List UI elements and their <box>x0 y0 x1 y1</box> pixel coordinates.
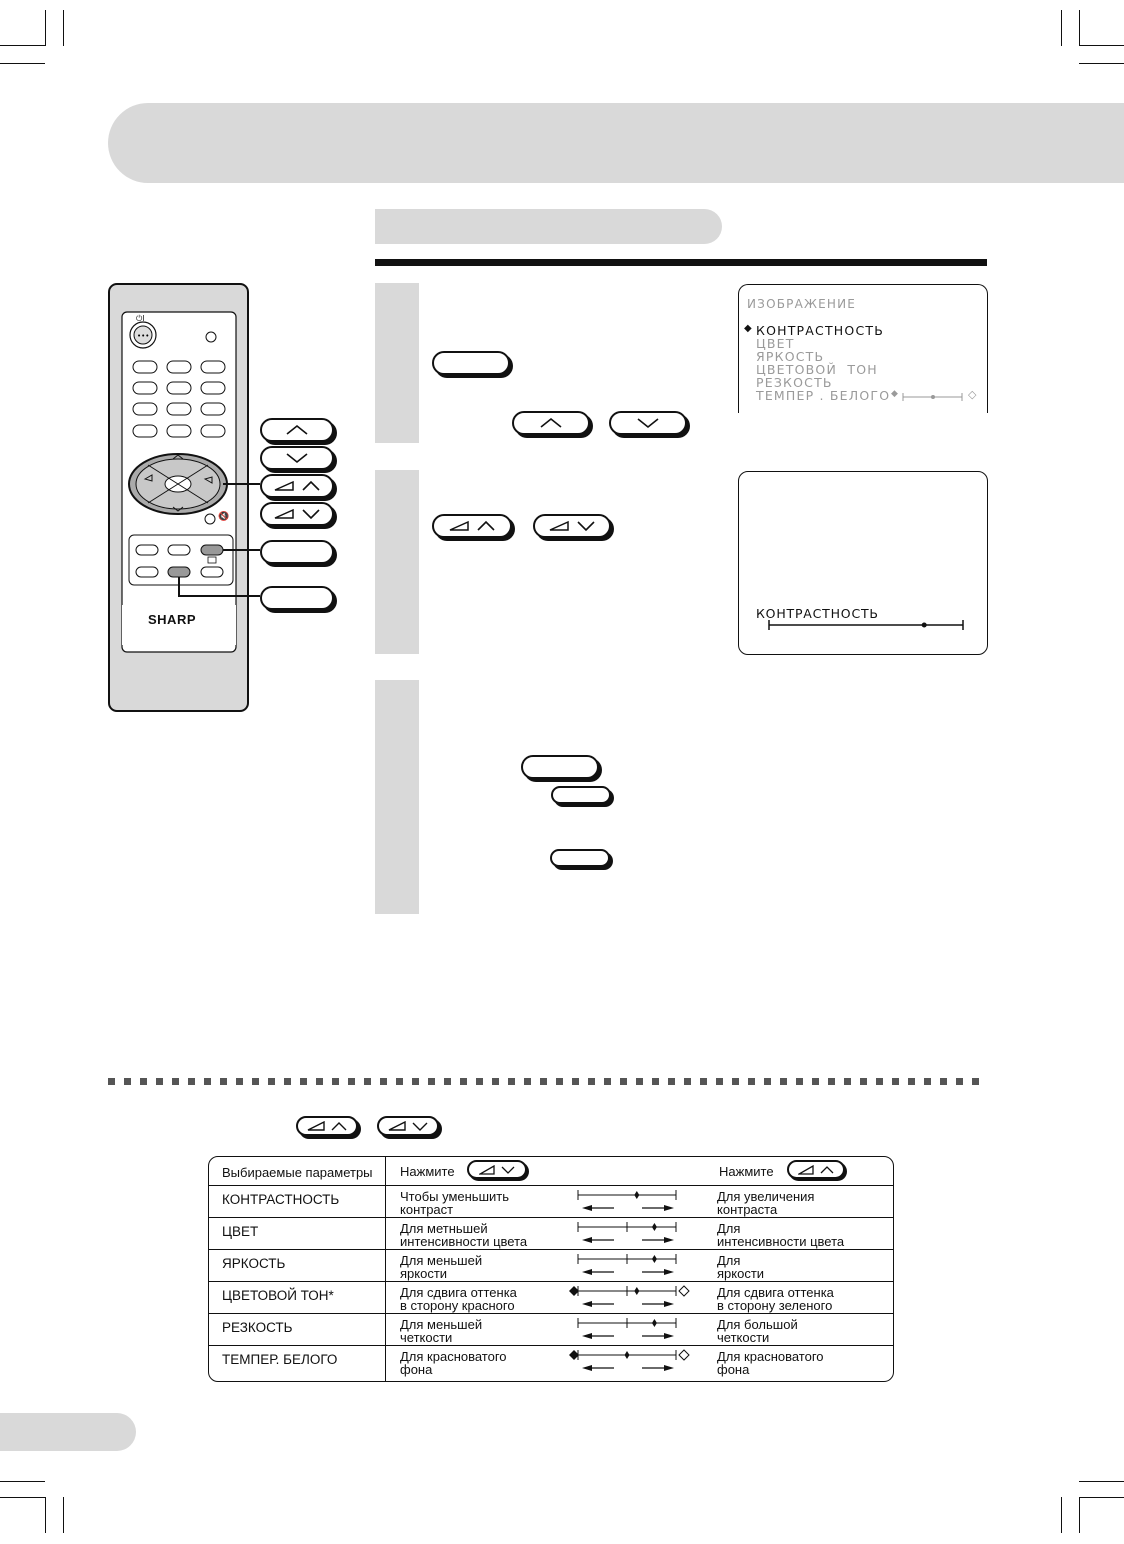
chevron-down-icon <box>501 1165 515 1175</box>
osd-menu-item: КОНТРАСТНОСТЬ <box>756 323 884 338</box>
header-band <box>108 103 1124 183</box>
table-level-slider <box>564 1281 694 1313</box>
table-level-slider <box>564 1345 694 1381</box>
header-dec-press: Нажмите <box>400 1164 455 1179</box>
table-level-slider <box>564 1313 694 1345</box>
section-title-pill <box>375 209 722 244</box>
volume-wedge-icon <box>448 520 470 532</box>
osd-menu-item: РЕЗКОСТЬ <box>756 375 833 390</box>
return-key <box>260 586 334 610</box>
step1-up-key <box>512 411 590 435</box>
chevron-down-icon <box>412 1121 428 1131</box>
step2-volume-up-key <box>432 514 512 538</box>
table-rule <box>209 1217 893 1218</box>
step3-return-key-1 <box>551 786 611 804</box>
table-level-slider <box>564 1249 694 1281</box>
chevron-down-icon <box>576 520 596 532</box>
chevron-up-icon <box>331 1121 347 1131</box>
osd-adjust-bar <box>767 619 967 631</box>
table-rule <box>209 1345 893 1346</box>
table-param: КОНТРАСТНОСТЬ <box>222 1192 340 1207</box>
table-rule <box>209 1185 893 1186</box>
chevron-up-icon <box>476 520 496 532</box>
chevron-up-icon <box>301 480 321 492</box>
step3-return-key-2 <box>550 849 610 867</box>
table-decrease-text: Для красноватого фона <box>400 1349 507 1377</box>
osd-menu-item: ЯРКОСТЬ <box>756 349 825 364</box>
table-level-slider <box>564 1185 694 1217</box>
osd-menu-title: ИЗОБРАЖЕНИЕ <box>747 297 857 311</box>
table-increase-text: Для большой четкости <box>717 1317 798 1345</box>
osd-menu-item: ЦВЕТ <box>756 336 795 351</box>
remote-illustration <box>108 283 338 715</box>
table-param: РЕЗКОСТЬ <box>222 1320 293 1335</box>
step1-down-key <box>609 411 687 435</box>
osd-adjust-label: КОНТРАСТНОСТЬ <box>756 606 879 621</box>
power-symbol-label: ⏻I <box>136 314 145 323</box>
table-increase-text: Для увеличения контраста <box>717 1189 815 1217</box>
volume-down-key <box>260 502 334 526</box>
osd-temp-left-marker: ◆ <box>891 389 898 399</box>
osd-adjust-knob <box>922 623 927 628</box>
table-decrease-text: Для сдвига оттенка в сторону красного <box>400 1285 517 1313</box>
table-decrease-text: Для меньшей яркости <box>400 1253 483 1281</box>
osd-temp-right-marker: ◇ <box>968 388 977 401</box>
section-rule <box>375 259 987 266</box>
chevron-up-icon <box>820 1165 834 1175</box>
table-param: ЦВЕТОВОЙ ТОН* <box>222 1288 334 1303</box>
step2-volume-down-key <box>533 514 611 538</box>
table-rule <box>209 1313 893 1314</box>
osd-picture-menu <box>738 284 988 413</box>
channel-down-key <box>260 446 334 470</box>
osd-temp-slider <box>902 392 964 402</box>
volume-up-key <box>260 474 334 498</box>
chevron-up-icon <box>539 417 563 429</box>
adjustment-table <box>208 1156 894 1382</box>
table-decrease-text: Чтобы уменьшить контраст <box>400 1189 509 1217</box>
table-increase-text: Для сдвига оттенка в сторону зеленого <box>717 1285 834 1313</box>
table-increase-text: Для интенсивности цвета <box>717 1221 845 1249</box>
table-divider <box>385 1157 386 1381</box>
note-volume-down-key <box>377 1116 439 1136</box>
chevron-up-icon <box>285 424 309 436</box>
dotted-separator <box>108 1078 988 1085</box>
page-number-tab <box>0 1413 136 1451</box>
volume-wedge-icon <box>273 508 295 520</box>
note-volume-up-key <box>296 1116 358 1136</box>
step3-menu-key <box>521 755 599 779</box>
table-rule <box>209 1249 893 1250</box>
osd-adjust-screen <box>738 471 988 655</box>
menu-key <box>260 540 334 564</box>
table-increase-text: Для красноватого фона <box>717 1349 824 1377</box>
table-decrease-text: Для метньшей интенсивности цвета <box>400 1221 528 1249</box>
volume-wedge-icon <box>388 1121 406 1131</box>
remote-brand-logo: SHARP <box>148 612 197 627</box>
volume-wedge-icon <box>479 1165 495 1175</box>
chevron-down-icon <box>301 508 321 520</box>
header-param: Выбираемые параметры <box>222 1165 373 1180</box>
header-volume-down-key <box>467 1160 527 1179</box>
header-volume-up-key <box>787 1160 845 1179</box>
volume-wedge-icon <box>548 520 570 532</box>
step-1-bar <box>375 283 419 443</box>
step1-menu-key <box>432 351 510 375</box>
table-decrease-text: Для меньшей четкости <box>400 1317 483 1345</box>
channel-up-key <box>260 418 334 442</box>
table-param: ЯРКОСТЬ <box>222 1256 286 1271</box>
svg-text:•••: ••• <box>137 332 150 340</box>
table-increase-text: Для яркости <box>717 1253 765 1281</box>
svg-text:🔇: 🔇 <box>218 512 230 522</box>
osd-menu-item: ЦВЕТОВОЙ ТОН <box>756 362 878 377</box>
osd-menu-item: ТЕМПЕР . БЕЛОГО <box>756 388 891 403</box>
step-3-bar <box>375 680 419 914</box>
header-inc-press: Нажмите <box>719 1164 774 1179</box>
table-rule <box>209 1281 893 1282</box>
remote-control <box>108 283 338 715</box>
table-param: ЦВЕТ <box>222 1224 259 1239</box>
table-level-slider <box>564 1217 694 1249</box>
chevron-down-icon <box>285 452 309 464</box>
volume-wedge-icon <box>273 480 295 492</box>
volume-wedge-icon <box>798 1165 814 1175</box>
osd-selected-marker: ◆ <box>744 323 753 334</box>
table-param: ТЕМПЕР. БЕЛОГО <box>222 1352 338 1367</box>
volume-wedge-icon <box>307 1121 325 1131</box>
chevron-down-icon <box>636 417 660 429</box>
step-2-bar <box>375 470 419 654</box>
